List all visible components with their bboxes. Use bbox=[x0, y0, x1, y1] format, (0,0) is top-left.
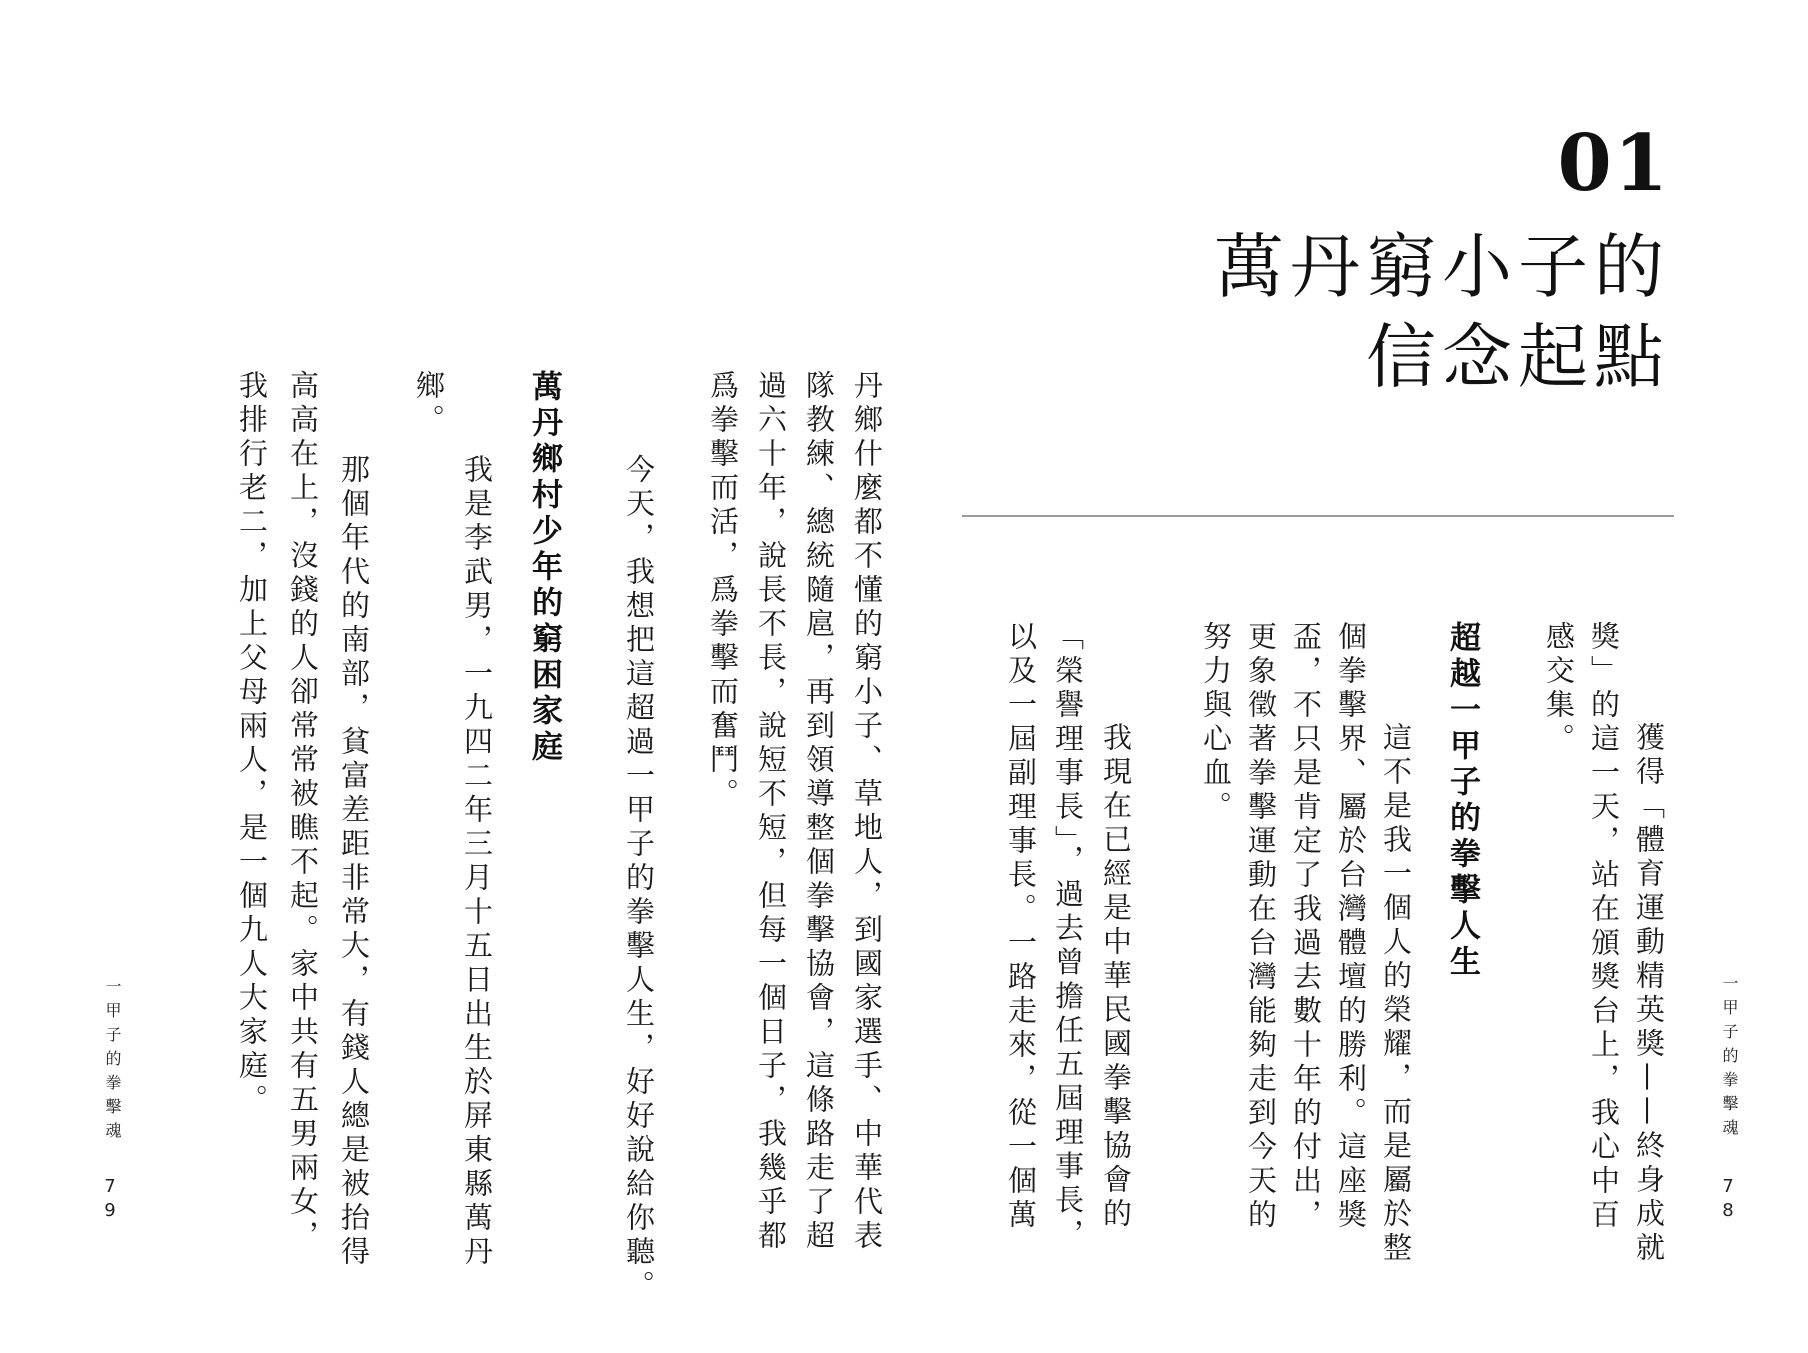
right-paragraph-line: 獲得「體育運動精英獎——終身成就 bbox=[1632, 688, 1666, 1266]
left-paragraph-line: 那個年代的南部，貧富差距非常大，有錢人總是被抬得 bbox=[337, 420, 371, 1270]
left-page-number bbox=[100, 1175, 120, 1223]
chapter-title-line-2: 信念起點 bbox=[1366, 316, 1670, 398]
right-folio-digit-2: 8 bbox=[1722, 1200, 1734, 1221]
left-paragraph-line: 隊教練、總統隨扈，再到領導整個拳擊協會，這條路走了超 bbox=[802, 370, 836, 1254]
chapter-divider bbox=[962, 515, 1674, 517]
right-paragraph-line: 努力與心血。 bbox=[1199, 621, 1233, 825]
right-running-header: 一甲子的拳擊魂 bbox=[1720, 975, 1739, 1143]
right-paragraph-line: 獎」的這一天，站在頒獎台上，我心中百 bbox=[1587, 621, 1621, 1233]
left-paragraph-line: 我是李武男，一九四二年三月十五日出生於屏東縣萬丹 bbox=[460, 420, 494, 1270]
right-page-number bbox=[1718, 1175, 1738, 1223]
right-paragraph-line: 這不是我一個人的榮耀，而是屬於整 bbox=[1379, 688, 1413, 1266]
chapter-title bbox=[1214, 222, 1670, 402]
right-paragraph-line: 感交集。 bbox=[1542, 621, 1576, 757]
left-paragraph-line: 鄉。 bbox=[412, 370, 446, 438]
chapter-title-line-1: 萬丹窮小子的 bbox=[1214, 226, 1670, 308]
left-paragraph-line: 丹鄉什麼都不懂的窮小子、草地人，到國家選手、中華代表 bbox=[850, 370, 884, 1254]
right-paragraph-line: 「榮譽理事長」，過去曾擔任五屆理事長， bbox=[1051, 621, 1085, 1253]
left-paragraph-line: 過六十年，說長不長，說短不短，但每一個日子，我幾乎都 bbox=[754, 370, 788, 1254]
right-paragraph-line: 以及一屆副理事長。一路走來，從一個萬 bbox=[1004, 621, 1038, 1233]
chapter-number: 01 bbox=[1557, 118, 1670, 209]
right-section-heading: 超越一甲子的拳擊人生 bbox=[1444, 621, 1480, 981]
right-paragraph-line: 個拳擊界、屬於台灣體壇的勝利。這座獎 bbox=[1334, 621, 1368, 1233]
left-folio-digit-2: 9 bbox=[104, 1200, 116, 1221]
left-running-header: 一甲子的拳擊魂 bbox=[103, 978, 122, 1146]
right-paragraph-line: 更象徵著拳擊運動在台灣能夠走到今天的 bbox=[1244, 621, 1278, 1233]
left-paragraph-line: 我排行老二，加上父母兩人，是一個九人大家庭。 bbox=[235, 370, 269, 1118]
left-paragraph-line: 高高在上，沒錢的人卻常常被瞧不起。家中共有五男兩女， bbox=[286, 370, 320, 1254]
left-paragraph-line: 今天，我想把這超過一甲子的拳擊人生，好好說給你聽。 bbox=[622, 420, 656, 1304]
right-folio-digit-1: 7 bbox=[1722, 1176, 1734, 1197]
left-paragraph-line: 爲拳擊而活，爲拳擊而奮鬥。 bbox=[706, 370, 740, 812]
right-paragraph-line: 我現在已經是中華民國拳擊協會的 bbox=[1099, 688, 1133, 1232]
right-paragraph-line: 盃，不只是肯定了我過去數十年的付出， bbox=[1289, 621, 1323, 1233]
left-folio-digit-1: 7 bbox=[104, 1176, 116, 1197]
left-section-heading: 萬丹鄉村少年的窮困家庭 bbox=[526, 370, 562, 766]
